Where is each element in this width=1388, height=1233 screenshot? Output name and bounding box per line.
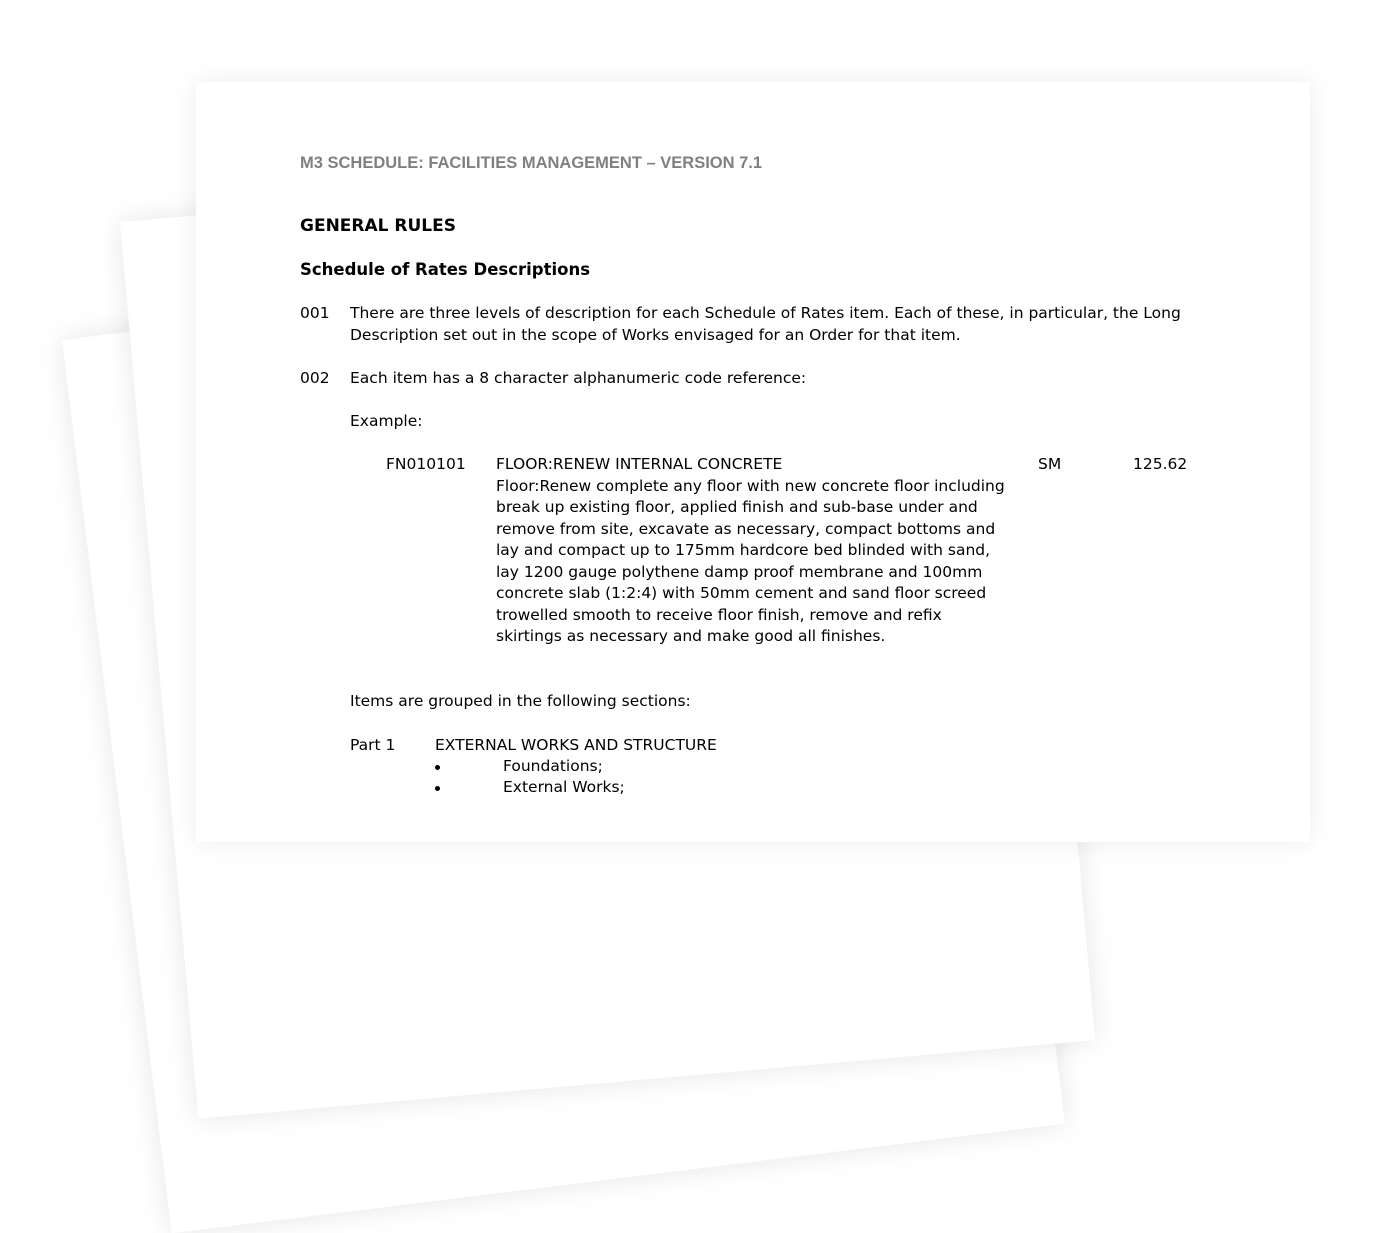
- example-long-line: skirtings as necessary and make good all finishes.: [496, 627, 886, 645]
- part-title: EXTERNAL WORKS AND STRUCTURE: [435, 736, 717, 754]
- example-long-line: lay 1200 gauge polythene damp proof membrane and 100mm: [496, 562, 983, 581]
- paragraph-body: [350, 368, 806, 390]
- part-label: Part 1: [350, 736, 396, 754]
- example-long-line: lay and compact up to 175mm hardcore bed blinded with sand,: [496, 541, 991, 559]
- bullet-icon: [435, 786, 440, 791]
- groups-intro: Items are grouped in the following sections:: [350, 692, 691, 710]
- example-long-line: Floor:Renew complete any floor with new concrete floor including: [496, 476, 1005, 495]
- document-header: M3 SCHEDULE: FACILITIES MANAGEMENT – VERSION 7.1: [300, 154, 763, 172]
- section-title: GENERAL RULES: [300, 216, 456, 236]
- list-item: Foundations;: [503, 757, 603, 775]
- paragraph-body: [350, 303, 1181, 346]
- example-short-description: FLOOR:RENEW INTERNAL CONCRETE: [496, 455, 783, 473]
- paragraph-line: There are three levels of description for each Schedule of Rates item. Each of these, in particular, the Long: [350, 304, 1181, 322]
- example-code: FN010101: [386, 455, 466, 473]
- example-long-line: remove from site, excavate as necessary, compact bottoms and: [496, 519, 996, 538]
- example-unit: SM: [1038, 455, 1062, 473]
- example-long-line: break up existing floor, applied finish and sub-base under and: [496, 498, 978, 516]
- document-page: [196, 82, 1310, 842]
- list-item: External Works;: [503, 778, 625, 796]
- example-long-line: trowelled smooth to receive floor finish, remove and refix: [496, 605, 942, 624]
- paragraph-number: 002: [300, 369, 330, 387]
- paragraph-line: Each item has a 8 character alphanumeric code reference:: [350, 369, 807, 387]
- example-description: [496, 454, 1005, 648]
- example-label: Example:: [350, 412, 423, 430]
- example-long-line: concrete slab (1:2:4) with 50mm cement and sand floor screed: [496, 584, 987, 602]
- paragraph-line: Description set out in the scope of Works envisaged for an Order for that item.: [350, 325, 961, 344]
- paragraph-number: 001: [300, 304, 330, 322]
- subsection-title: Schedule of Rates Descriptions: [300, 260, 591, 279]
- bullet-icon: [435, 765, 440, 770]
- example-rate: 125.62: [1133, 455, 1188, 473]
